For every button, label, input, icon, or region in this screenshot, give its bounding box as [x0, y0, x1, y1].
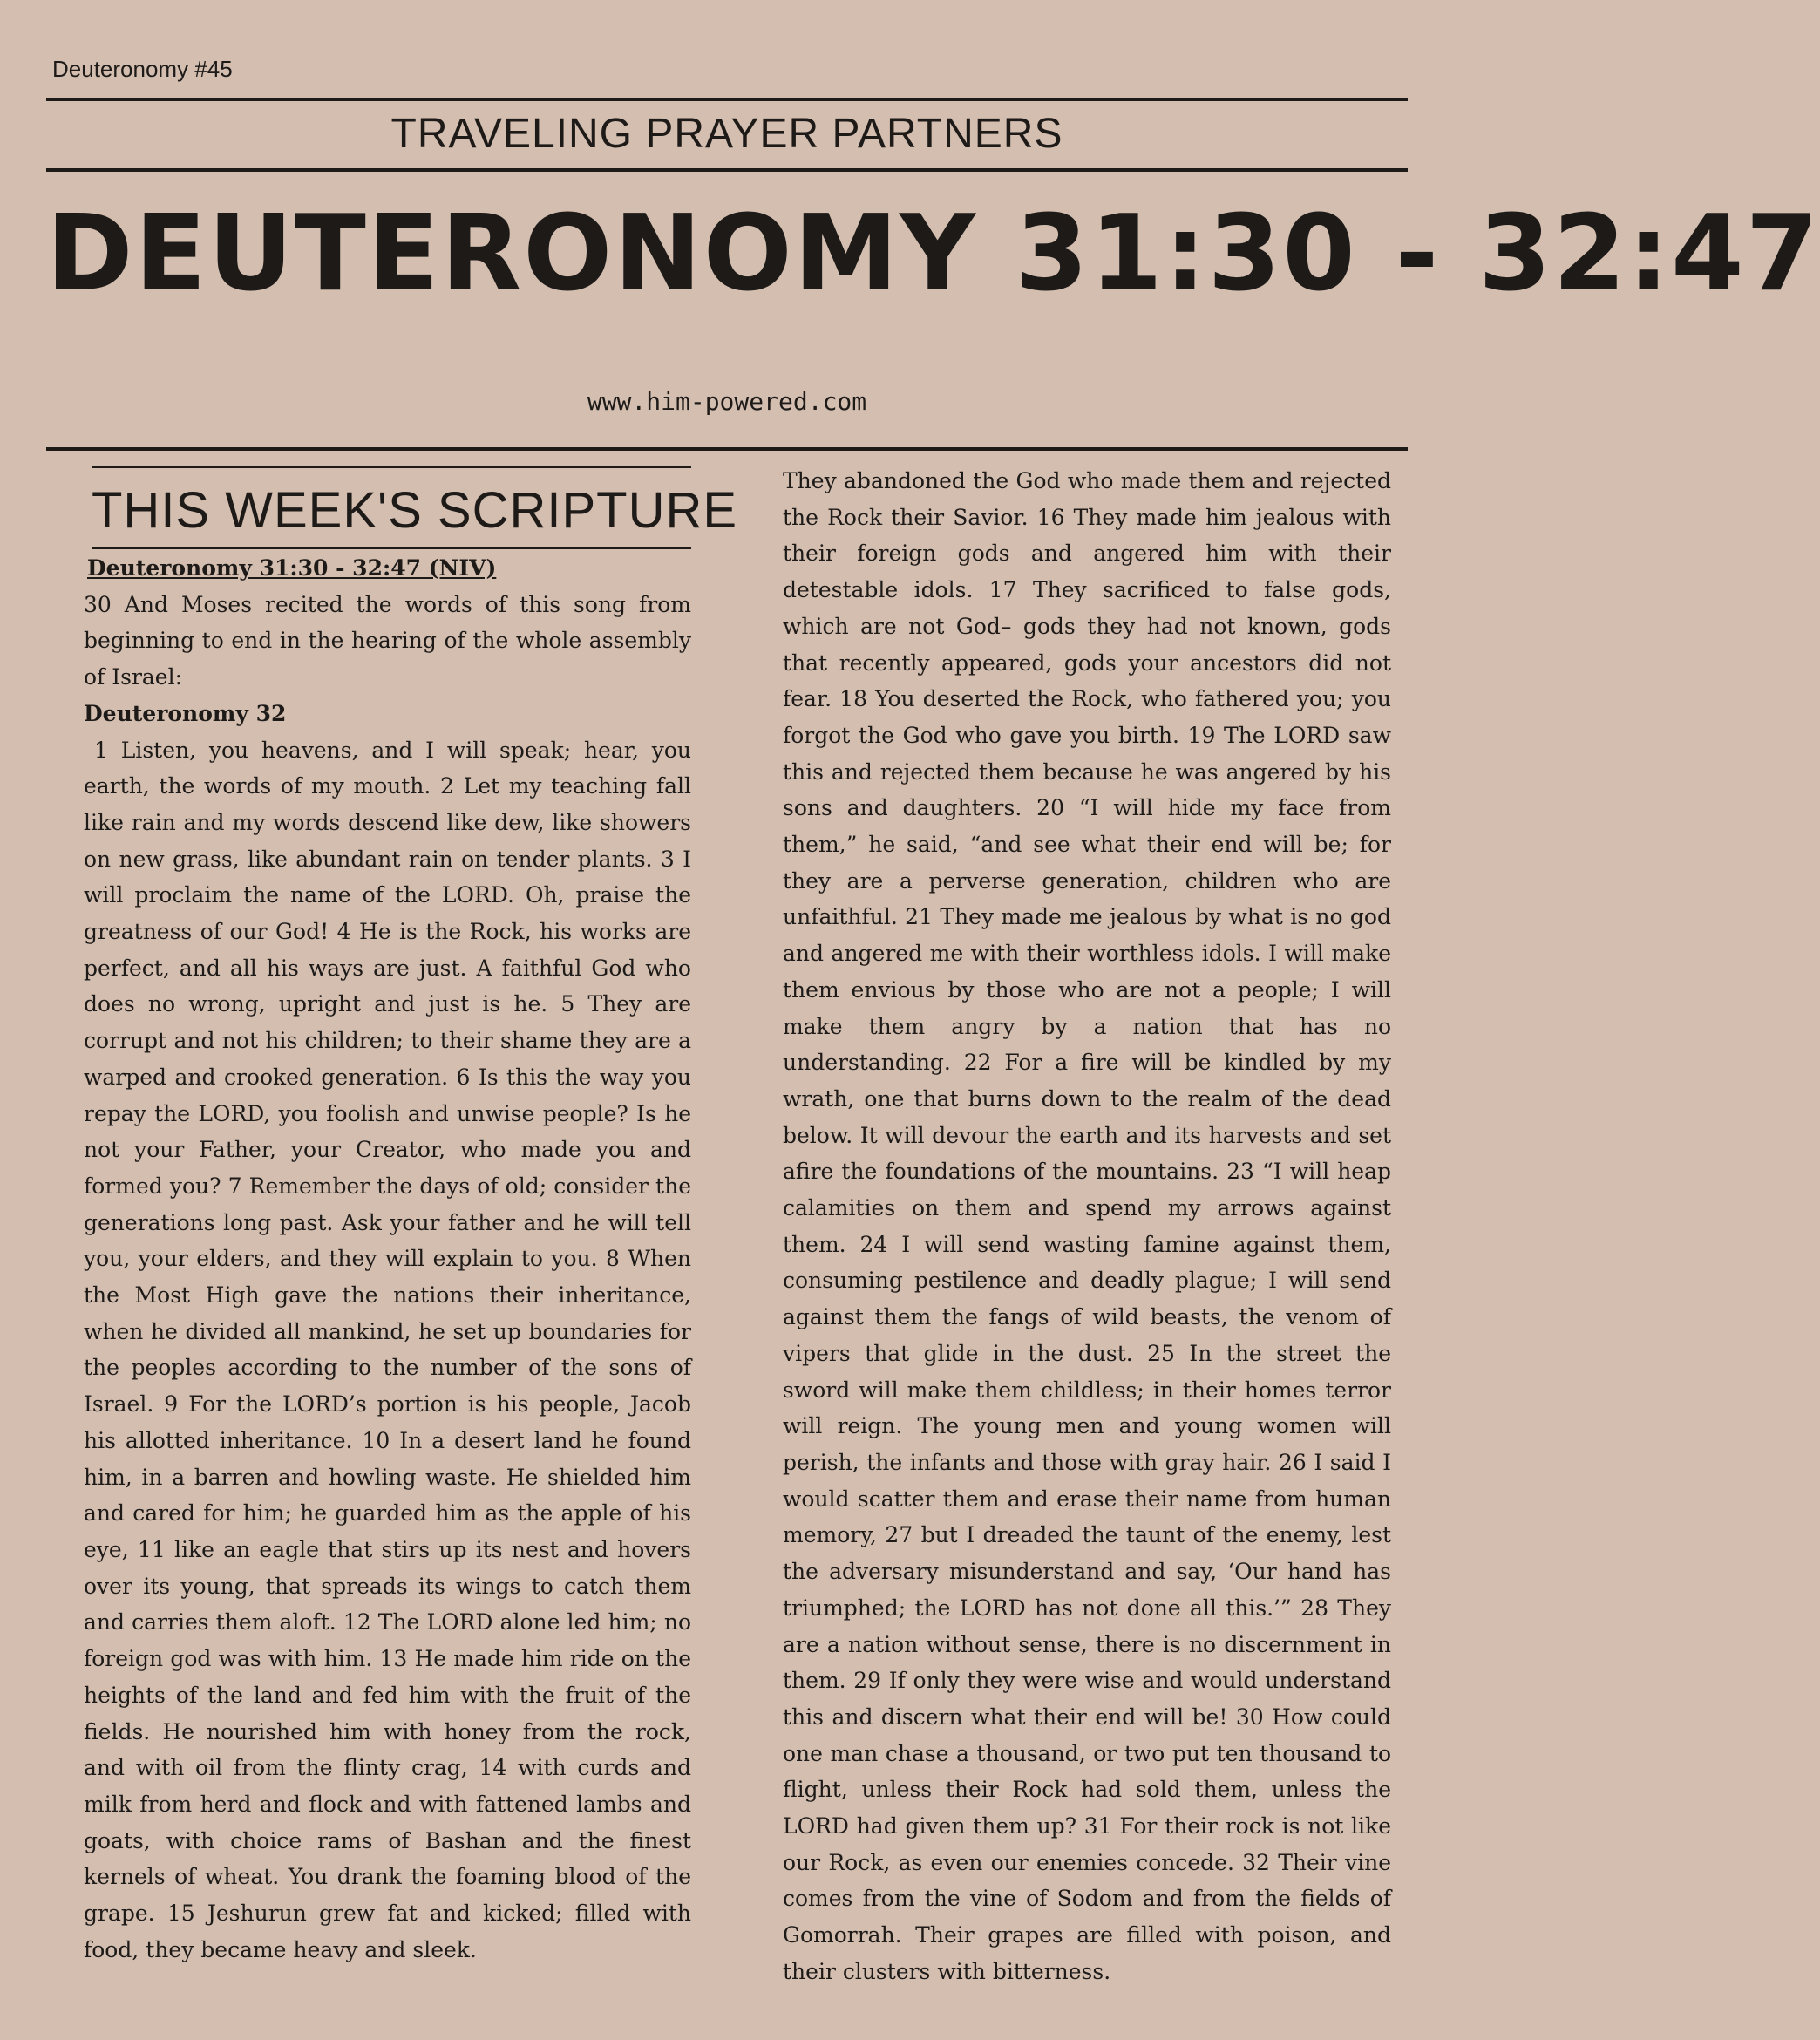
header-bottom-rule [46, 447, 1408, 451]
scripture-text-left: 1 Listen, you heavens, and I will speak; hear, you earth, the words of my mouth. 2 Let my teaching fall like rain and my words descend like dew, like showers on new grass, like abundant rain on tender plants. 3 I will proclaim the name of the LORD. Oh, praise the greatness of our God! 4 He is the Rock, his works are perfect, and all his ways are just. A faithful God who does no wrong, upright and just is he. 5 They are corrupt and not his children; to their shame they are a warped and crooked generation. 6 Is this the way you repay the LORD, you foolish and unwise people? Is he not your Father, your Creator, who made you and formed you? 7 Remember the days of old; consider the generations long past. Ask your father and he will tell you, your elders, and they will explain to you. 8 When the Most High gave the nations their inheritance, when he divided all mankind, he set up boundaries for the peoples according to the number of the sons of Israel. 9 For the LORD’s portion is his people, Jacob his allotted inheritance. 10 In a desert land he found him, in a barren and howling waste. He shielded him and cared for him; he guarded him as the apple of his eye, 11 like an eagle that stirs up its nest and hovers over its young, that spreads its wings to catch them and carries them aloft. 12 The LORD alone led him; no foreign god was with him. 13 He made him ride on the heights of the land and fed him with the fruit of the fields. He nourished him with honey from the rock, and with oil from the flinty crag, 14 with curds and milk from herd and flock and with fattened lambs and goats, with choice rams of Bashan and the finest kernels of wheat. You drank the foaming blood of the grape. 15 Jeshurun grew fat and kicked; filled with food, they became heavy and sleek. [84, 737, 691, 1962]
top-rule [46, 98, 1408, 101]
scripture-text-right: They abandoned the God who made them and rejected the Rock their Savior. 16 They made him jealous with their foreign gods and angered him with their detestable idols. 17 They sacrificed to false gods, which are not God– gods they had not known, gods that recently appeared, gods your ancestors did not fear. 18 You deserted the Rock, who fathered you; you forgot the God who gave you birth. 19 The LORD saw this and rejected them because he was angered by his sons and daughters. 20 “I will hide my face from them,” he said, “and see what their end will be; for they are a perverse generation, children who are unfaithful. 21 They made me jealous by what is no god and angered me with their worthless idols. I will make them envious by those who are not a people; I will make them angry by a nation that has no understanding. 22 For a fire will be kindled by my wrath, one that burns down to the realm of the dead below. It will devour the earth and its harvests and set afire the foundations of the mountains. 23 “I will heap calamities on them and spend my arrows against them. 24 I will send wasting famine against them, consuming pestilence and deadly plague; I will send against them the fangs of wild beasts, the venom of vipers that glide in the dust. 25 In the street the sword will make them childless; in their homes terror will reign. The young men and young women will perish, the infants and those with gray hair. 26 I said I would scatter them and erase their name from human memory, 27 but I dreaded the taunt of the enemy, lest the adversary misunderstand and say, ‘Our hand has triumphed; the LORD has not done all this.’” 28 They are a nation without sense, there is no discernment in them. 29 If only they were wise and would understand this and discern what their end will be! 30 How could one man chase a thousand, or two put ten thousand to flight, unless their Rock had sold them, unless the LORD had given them up? 31 For their rock is not like our Rock, as even our enemies concede. 32 Their vine comes from the vine of Sodom and from the fields of Gomorrah. Their grapes are filled with poison, and their clusters with bitterness. [783, 468, 1391, 1984]
kicker-heading: TRAVELING PRAYER PARTNERS [390, 111, 1063, 157]
section-top-rule [92, 466, 691, 468]
page-title: DEUTERONOMY 31:30 - 32:47 [46, 194, 1820, 315]
kicker-rule [46, 168, 1408, 172]
scripture-right-column [783, 463, 1391, 1990]
website-url: www.him-powered.com [587, 387, 867, 416]
section-title: THIS WEEK'S SCRIPTURE [92, 482, 738, 539]
intro-verse: 30 And Moses recited the words of this song from beginning to end in the hearing of the whole assembly of Israel: [84, 591, 691, 690]
section-bottom-rule [92, 547, 691, 549]
scripture-reference: Deuteronomy 31:30 - 32:47 (NIV) [87, 555, 497, 581]
chapter-heading: Deuteronomy 32 [84, 700, 287, 726]
series-label: Deuteronomy #45 [52, 56, 233, 82]
scripture-left-column [84, 550, 691, 1968]
